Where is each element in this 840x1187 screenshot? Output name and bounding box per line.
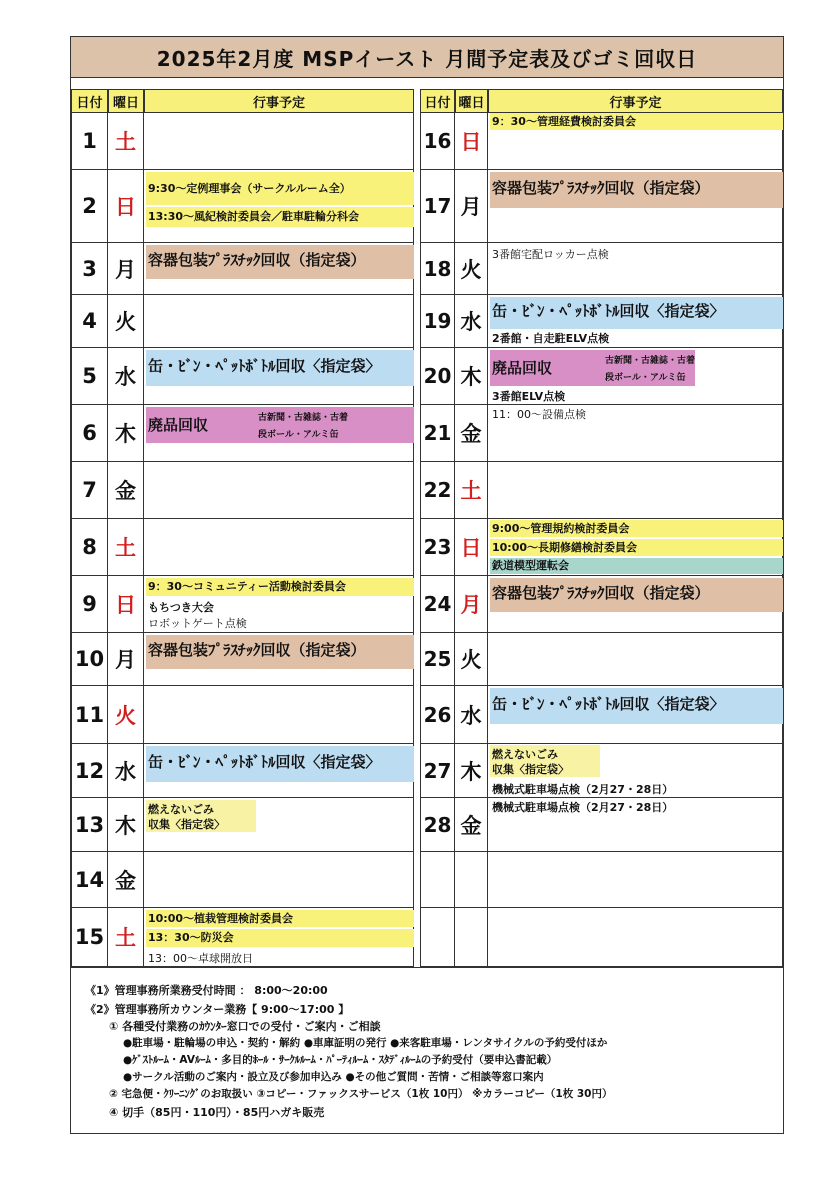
day-number: 25 — [420, 633, 455, 685]
header-date: 日付 — [420, 89, 455, 113]
day-row — [71, 576, 414, 633]
event-detail: 段ボール・アルミ缶 — [258, 430, 339, 440]
weekday: 木 — [455, 744, 488, 797]
event: 10:00～長期修繕検討委員会 — [490, 539, 783, 556]
day-number: 27 — [420, 744, 455, 797]
events-cell — [144, 576, 414, 632]
weekday: 水 — [108, 744, 144, 797]
header-events: 行事予定 — [488, 89, 783, 113]
events-cell — [144, 462, 414, 518]
events-cell — [488, 405, 783, 461]
notes-section — [71, 967, 783, 1119]
events-cell — [144, 295, 414, 347]
page-title: 2025年2月度 MSPイースト 月間予定表及びゴミ回収日 — [71, 37, 783, 78]
event: 容器包装ﾌﾟﾗｽﾁｯｸ回収（指定袋） — [490, 172, 783, 208]
day-row — [420, 744, 783, 798]
event-highlight — [146, 407, 414, 443]
event: 9：30～コミュニティー活動検討委員会 — [146, 578, 414, 596]
day-row — [71, 405, 414, 462]
day-number: 24 — [420, 576, 455, 632]
events-cell — [144, 170, 414, 242]
day-row — [420, 113, 783, 170]
event: 10:00～植栽管理検討委員会 — [146, 910, 414, 927]
day-row — [420, 576, 783, 633]
day-row — [71, 798, 414, 852]
day-number: 17 — [420, 170, 455, 242]
day-row — [71, 462, 414, 519]
weekday: 月 — [108, 243, 144, 294]
weekday: 火 — [108, 295, 144, 347]
empty-cell — [455, 852, 488, 907]
weekday: 月 — [455, 170, 488, 242]
weekday: 木 — [455, 348, 488, 404]
day-row — [420, 170, 783, 243]
event: 廃品回収 — [148, 416, 209, 434]
weekday: 木 — [108, 405, 144, 461]
event: 13：00～卓球開放日 — [148, 952, 253, 965]
weekday: 水 — [455, 686, 488, 743]
header-date: 日付 — [71, 89, 108, 113]
weekday: 火 — [455, 633, 488, 685]
event-detail: 古新聞・古雑誌・古着 — [605, 356, 695, 366]
weekday: 金 — [108, 852, 144, 907]
day-number: 10 — [71, 633, 108, 685]
weekday: 日 — [455, 519, 488, 575]
note-line: ① 各種受付業務のｶｳﾝﾀｰ窓口での受付・ご案内・ご相談 — [109, 1020, 381, 1033]
day-row — [420, 686, 783, 744]
event: 缶・ﾋﾞﾝ・ﾍﾟｯﾄﾎﾞﾄﾙ回収〈指定袋〉 — [490, 297, 783, 329]
empty-row — [420, 908, 783, 967]
day-row — [71, 113, 414, 170]
note-line: ●ｹﾞｽﾄﾙｰﾑ・AVﾙｰﾑ・多目的ﾎｰﾙ・ｻｰｸﾙﾙｰﾑ・ﾊﾟｰﾃｨﾙｰﾑ・ｽﾀﾃﾞｨﾙｰﾑの予約受付（要申込書記載） — [123, 1054, 558, 1066]
event: 3番館ELV点検 — [492, 390, 566, 403]
event: 9:00～管理規約検討委員会 — [490, 520, 783, 537]
day-row — [420, 348, 783, 405]
day-row — [71, 348, 414, 405]
note-line: 《2》管理事務所カウンター業務【 9:00～17:00 】 — [85, 1003, 350, 1016]
events-cell — [488, 576, 783, 632]
events-cell — [144, 908, 414, 966]
empty-row — [420, 852, 783, 908]
empty-cell — [420, 908, 455, 966]
day-row — [420, 295, 783, 348]
events-cell — [488, 744, 783, 797]
day-number: 2 — [71, 170, 108, 242]
day-row — [71, 243, 414, 295]
note-line: ② 宅急便・ｸﾘｰﾆﾝｸﾞのお取扱い ③コピー・ファックスサービス（1枚 10円） ※カラーコピー（1枚 30円） — [109, 1088, 613, 1100]
events-cell — [144, 744, 414, 797]
day-number: 16 — [420, 113, 455, 169]
day-number: 12 — [71, 744, 108, 797]
events-cell — [488, 633, 783, 685]
day-row — [71, 686, 414, 744]
day-row — [420, 519, 783, 576]
day-row — [420, 405, 783, 462]
day-number: 18 — [420, 243, 455, 294]
day-row — [420, 462, 783, 519]
weekday: 金 — [455, 405, 488, 461]
empty-cell — [455, 908, 488, 966]
events-cell — [488, 462, 783, 518]
note-line: ●駐車場・駐輪場の申込・契約・解約 ●車庫証明の発行 ●来客駐車場・レンタサイクルの予約受付ほか — [123, 1037, 608, 1049]
events-cell — [488, 243, 783, 294]
weekday: 金 — [108, 462, 144, 518]
event: 燃えないごみ — [492, 748, 558, 761]
day-row — [420, 633, 783, 686]
event-detail: 段ボール・アルミ缶 — [605, 373, 686, 383]
day-number: 7 — [71, 462, 108, 518]
event: 容器包装ﾌﾟﾗｽﾁｯｸ回収（指定袋） — [146, 245, 414, 279]
event-highlight — [490, 745, 600, 777]
events-cell — [144, 405, 414, 461]
day-row — [71, 519, 414, 576]
event: 2番館・自走駐ELV点検 — [492, 332, 610, 345]
day-number: 21 — [420, 405, 455, 461]
day-row — [71, 908, 414, 967]
events-cell — [488, 519, 783, 575]
event: もちつき大会 — [148, 601, 214, 614]
day-row — [420, 243, 783, 295]
events-cell — [144, 243, 414, 294]
events-cell — [488, 348, 783, 404]
day-row — [71, 852, 414, 908]
event: 9：30～管理経費検討委員会 — [490, 113, 783, 130]
day-number: 20 — [420, 348, 455, 404]
weekday: 日 — [108, 170, 144, 242]
event: 機械式駐車場点検（2月27・28日） — [492, 801, 674, 814]
events-cell — [144, 519, 414, 575]
event: ロボットゲート点検 — [148, 617, 247, 630]
event: 容器包装ﾌﾟﾗｽﾁｯｸ回収（指定袋） — [490, 578, 783, 612]
day-number: 3 — [71, 243, 108, 294]
day-row — [71, 170, 414, 243]
weekday: 土 — [108, 519, 144, 575]
event: 9:30～定例理事会（サークルルーム全） — [146, 172, 414, 205]
event: 収集〈指定袋〉 — [148, 818, 225, 831]
weekday: 金 — [455, 798, 488, 851]
header-weekday: 曜日 — [455, 89, 488, 113]
event: 収集〈指定袋〉 — [492, 763, 569, 776]
event: 缶・ﾋﾞﾝ・ﾍﾟｯﾄﾎﾞﾄﾙ回収〈指定袋〉 — [146, 746, 414, 782]
event-detail: 古新聞・古雑誌・古着 — [258, 413, 349, 423]
weekday: 土 — [108, 113, 144, 169]
day-number: 15 — [71, 908, 108, 966]
day-number: 19 — [420, 295, 455, 347]
header-events: 行事予定 — [144, 89, 414, 113]
event: 缶・ﾋﾞﾝ・ﾍﾟｯﾄﾎﾞﾄﾙ回収〈指定袋〉 — [146, 350, 414, 386]
day-row — [71, 633, 414, 686]
events-cell — [488, 798, 783, 851]
event: 缶・ﾋﾞﾝ・ﾍﾟｯﾄﾎﾞﾄﾙ回収〈指定袋〉 — [490, 688, 783, 724]
events-cell — [144, 113, 414, 169]
day-number: 13 — [71, 798, 108, 851]
schedule-page — [70, 36, 784, 1134]
note-line: ④ 切手（85円・110円）・85円ハガキ販売 — [109, 1106, 325, 1119]
event: 13:30～風紀検討委員会／駐車駐輪分科会 — [146, 207, 414, 227]
empty-cell — [420, 852, 455, 907]
event: 機械式駐車場点検（2月27・28日） — [492, 783, 674, 796]
event-highlight — [490, 350, 695, 386]
events-cell — [144, 686, 414, 743]
day-number: 5 — [71, 348, 108, 404]
day-row — [71, 744, 414, 798]
event: 燃えないごみ — [148, 803, 214, 816]
weekday: 土 — [455, 462, 488, 518]
day-row — [420, 798, 783, 852]
weekday: 水 — [108, 348, 144, 404]
day-number: 23 — [420, 519, 455, 575]
day-number: 11 — [71, 686, 108, 743]
header-weekday: 曜日 — [108, 89, 144, 113]
day-number: 8 — [71, 519, 108, 575]
day-number: 26 — [420, 686, 455, 743]
event: 13：30～防災会 — [146, 929, 414, 947]
weekday: 日 — [455, 113, 488, 169]
weekday: 木 — [108, 798, 144, 851]
day-row — [71, 295, 414, 348]
events-cell — [488, 170, 783, 242]
day-number: 14 — [71, 852, 108, 907]
event: 3番館宅配ロッカー点検 — [492, 248, 609, 261]
day-number: 1 — [71, 113, 108, 169]
weekday: 月 — [455, 576, 488, 632]
weekday: 土 — [108, 908, 144, 966]
events-cell — [144, 348, 414, 404]
day-number: 6 — [71, 405, 108, 461]
events-cell — [488, 295, 783, 347]
events-cell — [144, 852, 414, 907]
events-cell — [144, 798, 414, 851]
event: 11：00～設備点検 — [492, 408, 586, 421]
day-number: 28 — [420, 798, 455, 851]
day-number: 4 — [71, 295, 108, 347]
events-cell — [488, 113, 783, 169]
note-line: ●サークル活動のご案内・設立及び参加申込み ●その他ご質問・苦情・ご相談等窓口案内 — [123, 1071, 544, 1083]
empty-cell — [488, 908, 783, 966]
event: 廃品回収 — [492, 359, 553, 377]
event: 鉄道模型運転会 — [490, 558, 783, 574]
event: 容器包装ﾌﾟﾗｽﾁｯｸ回収（指定袋） — [146, 635, 414, 669]
weekday: 日 — [108, 576, 144, 632]
weekday: 月 — [108, 633, 144, 685]
day-number: 22 — [420, 462, 455, 518]
weekday: 水 — [455, 295, 488, 347]
weekday: 火 — [455, 243, 488, 294]
events-cell — [144, 633, 414, 685]
event-highlight — [146, 800, 256, 832]
empty-cell — [488, 852, 783, 907]
weekday: 火 — [108, 686, 144, 743]
note-line: 《1》管理事務所業務受付時間 ： 8:00～20:00 — [85, 984, 328, 997]
events-cell — [488, 686, 783, 743]
day-number: 9 — [71, 576, 108, 632]
